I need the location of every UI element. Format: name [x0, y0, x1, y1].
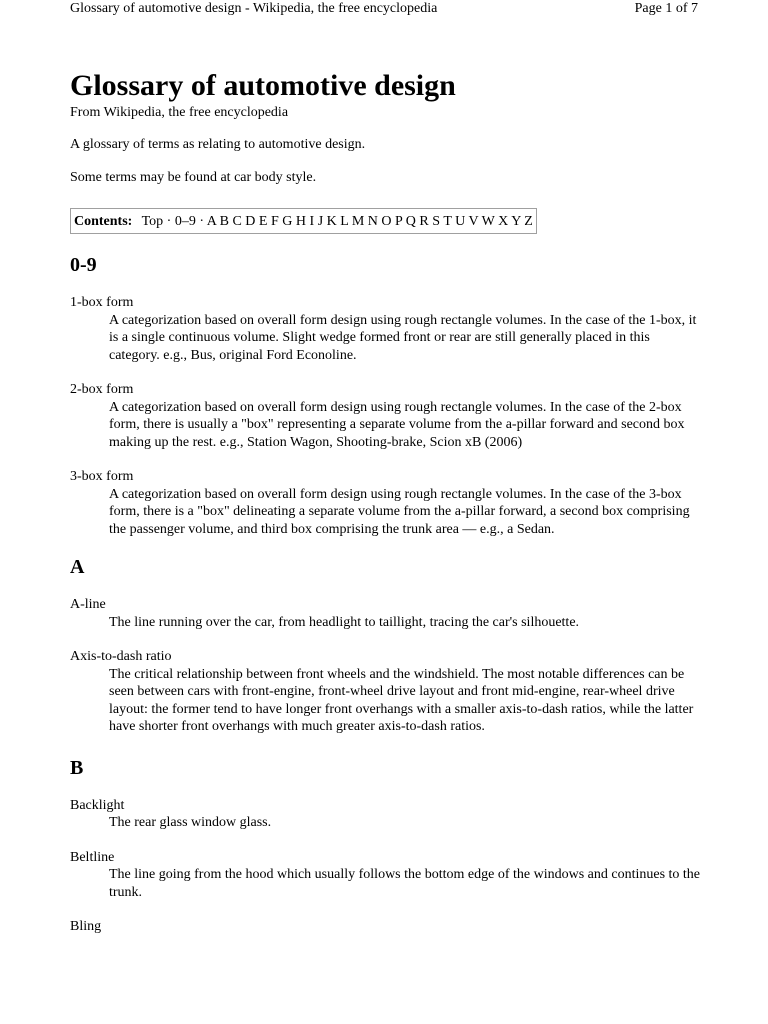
- toc-link-j[interactable]: J: [317, 214, 324, 229]
- toc-link-m[interactable]: M: [351, 214, 365, 229]
- glossary-term: A-line: [70, 597, 106, 612]
- toc-separator: ·: [166, 214, 172, 229]
- toc-link-e[interactable]: E: [258, 214, 268, 229]
- intro-paragraph: A glossary of terms as relating to automotive design.: [70, 137, 366, 152]
- toc-link-w[interactable]: W: [481, 214, 495, 229]
- glossary-definition: The critical relationship between front wheels and the windshield. The most notable differences can be seen between cars with front-engine, front-wheel drive layout and front mid-engine, rear-wheel drive layout: the former tend to have longer front overhangs with a smaller axis-to-dash ratios, while the latter have shorter front overhangs with much greater axis-to-dash ratios.: [109, 666, 694, 734]
- toc-link-u[interactable]: U: [455, 214, 466, 229]
- toc-link-g[interactable]: G: [282, 214, 293, 229]
- toc-link-z[interactable]: Z: [524, 214, 533, 229]
- section-heading-b: B: [70, 756, 84, 779]
- print-header-page-number: Page 1 of 7: [634, 1, 698, 16]
- toc-link-h[interactable]: H: [295, 214, 307, 229]
- glossary-definition: The rear glass window glass.: [109, 815, 272, 830]
- toc-link-x[interactable]: X: [498, 214, 509, 229]
- glossary-entry: [70, 849, 700, 902]
- print-header: [70, 0, 698, 20]
- glossary-list-b: [70, 797, 700, 936]
- print-header-title: Glossary of automotive design - Wikipedia, the free encyclopedia: [70, 1, 438, 16]
- glossary-definition: A categorization based on overall form design using rough rectangle volumes. In the case of the 3-box form, there is a "box" delineating a separate volume from the a-pillar forward, a second box comprising the passenger volume, and third box comprising the trunk area — e.g., a Sedan.: [109, 486, 690, 537]
- article-content: [70, 68, 700, 936]
- toc-link-b[interactable]: B: [219, 214, 229, 229]
- glossary-entry: [70, 596, 700, 631]
- intro-paragraph-2: Some terms may be found at car body style.: [70, 169, 317, 185]
- toc-link-t[interactable]: T: [443, 214, 452, 229]
- glossary-term: 3-box form: [70, 469, 134, 484]
- glossary-entry: [70, 468, 700, 538]
- glossary-term: Backlight: [70, 797, 125, 813]
- page-title: Glossary of automotive design: [70, 69, 456, 102]
- toc-link-top[interactable]: Top: [141, 214, 164, 229]
- glossary-definition: A categorization based on overall form design using rough rectangle volumes. In the case of the 1-box, it is a single continuous volume. Slight wedge formed front or rear are still generally placed in this category. e.g., Bus, original Ford Econoline.: [109, 312, 697, 363]
- glossary-term: 1-box form: [70, 295, 134, 310]
- toc-link-q[interactable]: Q: [405, 214, 416, 229]
- toc-separator: ·: [199, 214, 205, 229]
- toc-link-d[interactable]: D: [245, 214, 256, 229]
- toc-link-v[interactable]: V: [468, 214, 479, 229]
- toc-label: Contents:: [74, 214, 133, 229]
- glossary-term: 2-box form: [70, 382, 134, 397]
- glossary-definition: The line running over the car, from headlight to taillight, tracing the car's silhouette.: [109, 614, 580, 630]
- toc-link-r[interactable]: R: [419, 214, 429, 229]
- toc-link-0-9[interactable]: 0–9: [174, 214, 196, 229]
- page-subtitle: From Wikipedia, the free encyclopedia: [70, 105, 289, 120]
- glossary-entry: [70, 797, 700, 832]
- glossary-term: Axis-to-dash ratio: [70, 649, 172, 664]
- toc-link-y[interactable]: Y: [511, 214, 521, 229]
- toc-link-l[interactable]: L: [340, 214, 349, 229]
- toc-link-n[interactable]: N: [367, 214, 378, 229]
- glossary-entry: [70, 648, 700, 736]
- glossary-list-0-9: [70, 294, 700, 538]
- section-heading-a: A: [70, 556, 85, 578]
- table-of-contents: [70, 208, 537, 234]
- section-heading-0-9: 0-9: [70, 254, 97, 276]
- toc-link-a[interactable]: A: [206, 214, 217, 229]
- glossary-term: Beltline: [70, 849, 115, 865]
- glossary-entry: [70, 918, 700, 936]
- toc-link-p[interactable]: P: [395, 214, 403, 229]
- toc-link-f[interactable]: F: [270, 214, 279, 229]
- toc-link-i[interactable]: I: [309, 214, 315, 229]
- glossary-entry: [70, 381, 700, 451]
- glossary-definition: The line going from the hood which usually follows the bottom edge of the windows and continues to the trunk.: [109, 867, 701, 900]
- glossary-definition: A categorization based on overall form design using rough rectangle volumes. In the case of the 2-box form, there is usually a "box" representing a separate volume from the a-pillar forward and second box making up the rest. e.g., Station Wagon, Shooting-brake, Scion xB (2006): [109, 399, 685, 450]
- glossary-entry: [70, 294, 700, 364]
- toc-link-o[interactable]: O: [381, 214, 392, 229]
- glossary-list-a: [70, 596, 700, 736]
- toc-link-k[interactable]: K: [326, 214, 337, 229]
- toc-link-c[interactable]: C: [232, 214, 242, 229]
- glossary-term: Bling: [70, 919, 102, 934]
- toc-link-s[interactable]: S: [432, 214, 441, 229]
